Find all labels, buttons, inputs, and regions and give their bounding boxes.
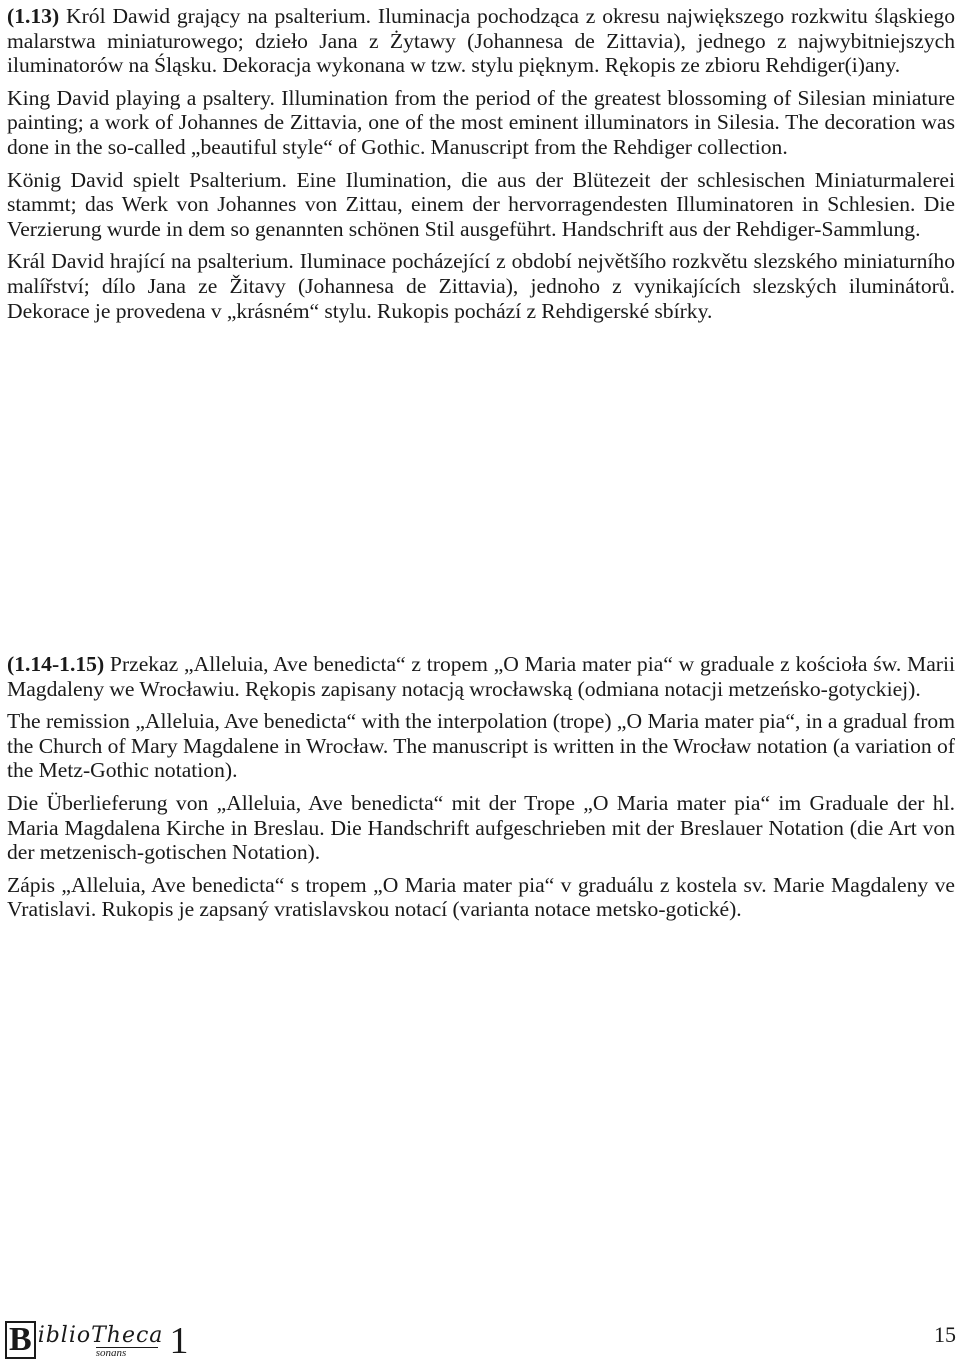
bibliotheca-sonans-logo <box>5 1319 189 1362</box>
caption-cz-1114: Zápis „Alleluia, Ave benedicta“ s tropem „O Maria mater pia“ v graduálu z kostela sv. Marie Magdaleny ve Vratislavi. Rukopis je zapsaný vratislavskou notací (varianta notace metsko-gotické). <box>7 872 955 922</box>
caption-pl-1114 <box>7 652 955 701</box>
logo-volume-number: 1 <box>169 1320 189 1362</box>
caption-de-1114: Die Überlieferung von „Alleluia, Ave benedicta“ mit der Trope „O Maria mater pia“ im Graduale der hl. Maria Magdalena Kirche in Breslau. Die Handschrift aufgeschrieben mit der Breslauer Notation (die Art von der metzenisch-gotischen Notation). <box>7 790 955 865</box>
caption-en-1113: King David playing a psaltery. Illumination from the period of the greatest blossoming of Silesian miniature painting; a work of Johannes de Zittavia, one of the most eminent illuminators in Silesia. The decoration was done in the so-called „beautiful style“ of Gothic. Manuscript from the Rehdiger collection. <box>7 85 955 159</box>
logo-word: iblioTheca <box>37 1323 164 1348</box>
caption-pl-1113 <box>7 4 955 78</box>
logo-initial: B <box>5 1321 36 1359</box>
section-1113 <box>7 4 955 323</box>
page-number: 15 <box>934 1322 956 1347</box>
caption-en-1114: The remission „Alleluia, Ave benedicta“ with the interpolation (trope) „O Maria mater pia“, in a gradual from the Church of Mary Magdalene in Wrocław. The manuscript is written in the Wrocław notation (a variation of the Metz-Gothic notation). <box>7 709 955 783</box>
logo-text <box>38 1325 164 1359</box>
section-1114-1115 <box>7 652 955 922</box>
caption-text-pl: Przekaz „Alleluia, Ave benedicta“ z tropem „O Maria mater pia“ w graduale z kościoła św. Marii Magdaleny we Wrocławiu. Rękopis zapisany notacją wrocławską (odmiana notacji metzeńsko-gotyckiej). <box>7 652 955 701</box>
caption-cz-1113: Král David hrající na psalterium. Iluminace pocházející z období největšího rozkvětu slezského miniaturního malířství; dílo Jana ze Žitavy (Johannesa de Zittavia), jednoho z vynikajících slezských iluminátorů. Dekorace je provedena v „krásném“ stylu. Rukopis pochází z Rehdigerské sbírky. <box>7 249 955 323</box>
caption-number: (1.13) <box>7 4 60 28</box>
caption-text-pl: Król Dawid grający na psalterium. Iluminacja pochodząca z okresu największego rozkwitu śląskiego malarstwa miniaturowego; dzieło Jana z Żytawy (Johannesa de Zittavia), jednego z najwybitniejszych iluminatorów na Śląsku. Dekoracja wykonana w tzw. stylu pięknym. Rękopis ze zbioru Rehdiger(i)any. <box>7 4 955 78</box>
caption-number: (1.14-1.15) <box>7 652 105 676</box>
logo-subtitle: sonans <box>96 1347 158 1359</box>
caption-de-1113: König David spielt Psalterium. Eine Ilumination, die aus der Blütezeit der schlesischen Miniaturmalerei stammt; das Werk von Johannes von Zittau, einem der hervorragendesten Illuminatoren in Schlesien. Die Verzierung wurde in dem so genannten schönen Stil ausgeführt. Handschrift aus der Rehdiger-Sammlung. <box>7 167 955 241</box>
